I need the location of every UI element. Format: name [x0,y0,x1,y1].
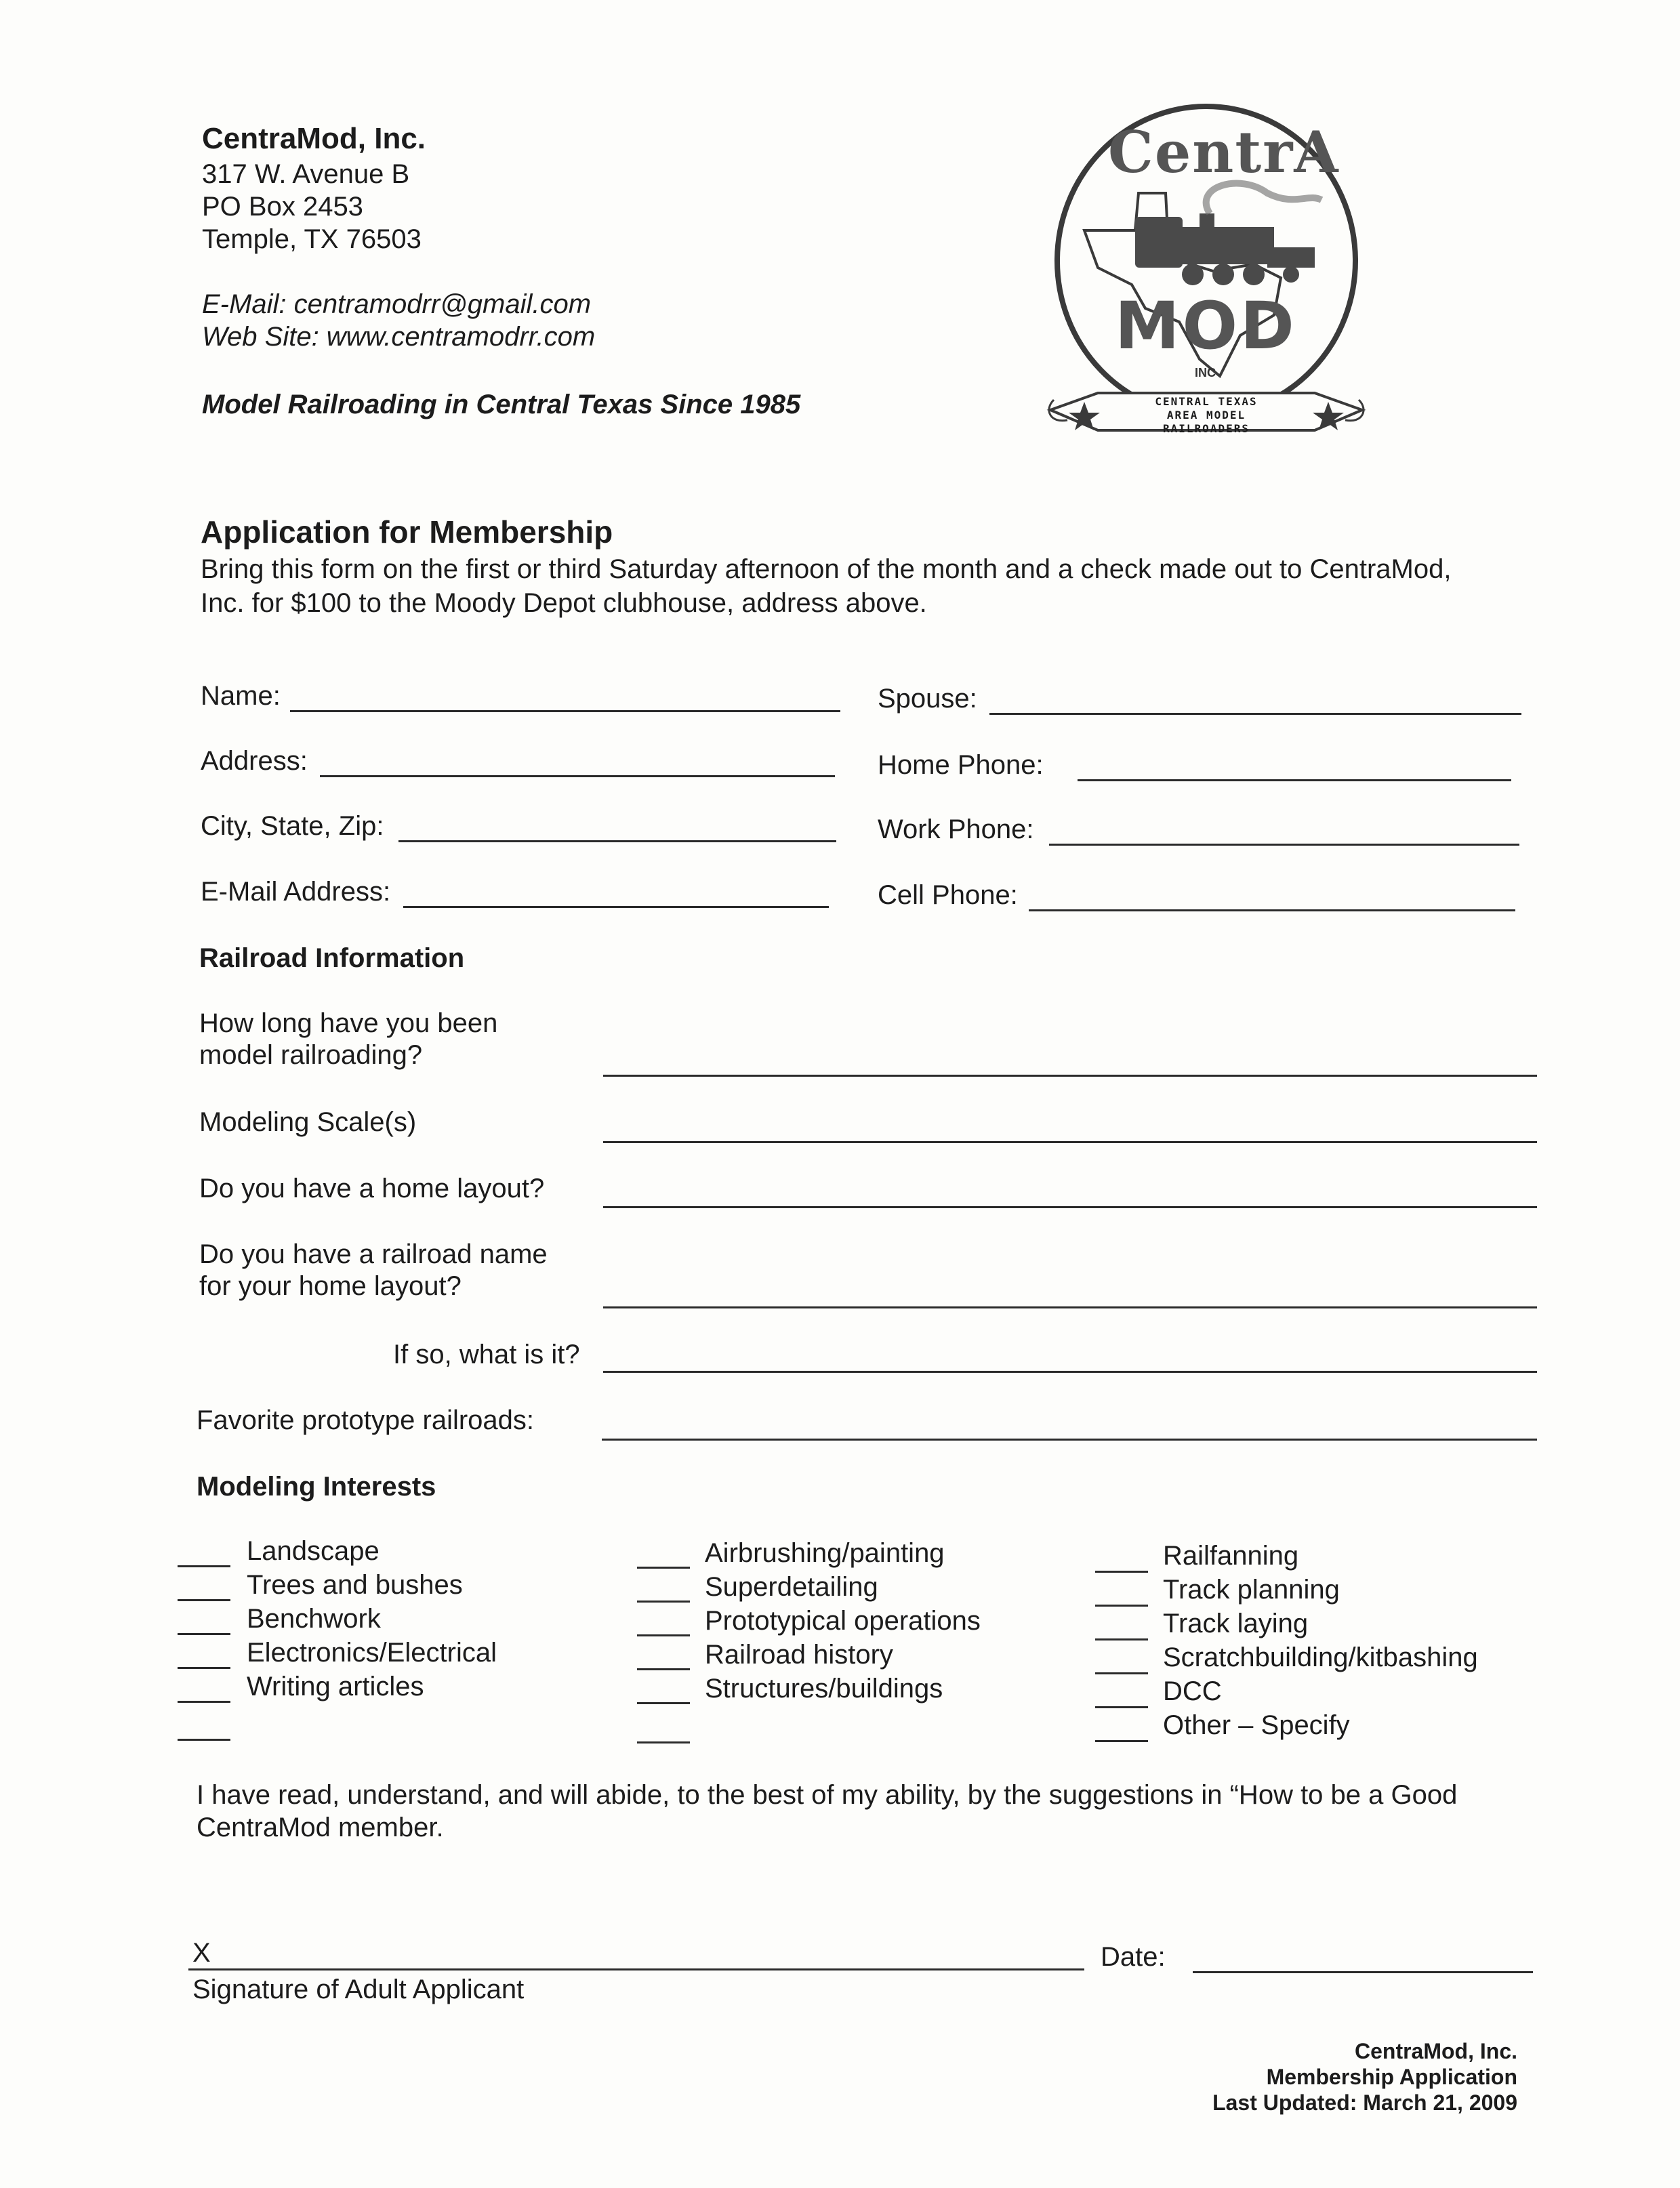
q-modeling-scale: Modeling Scale(s) [199,1107,417,1137]
interest-checkbox-airbrushing[interactable] [637,1567,690,1569]
interest-checkbox-scratchbuilding[interactable] [1095,1672,1148,1674]
interest-scratchbuilding: Scratchbuilding/kitbashing [1163,1643,1478,1672]
interest-checkbox-track-laying[interactable] [1095,1638,1148,1640]
name-label: Name: [201,681,281,711]
date-field[interactable] [1193,1971,1533,1973]
work-phone-label: Work Phone: [878,814,1034,844]
footer-company: CentraMod, Inc. [1354,2039,1517,2063]
home-layout-field[interactable] [603,1206,1537,1208]
contact-email: E-Mail: centramodrr@gmail.com [202,289,592,319]
interest-structures: Structures/buildings [705,1674,943,1704]
interest-airbrushing: Airbrushing/painting [705,1538,945,1568]
address-label: Address: [201,746,308,776]
signature-x-mark: X [192,1938,211,1968]
interest-checkbox-structures[interactable] [637,1702,690,1704]
interest-trees: Trees and bushes [247,1570,463,1600]
cell-phone-label: Cell Phone: [878,880,1018,910]
q-railroad-name-line-1: Do you have a railroad name [199,1239,548,1269]
q-home-layout: Do you have a home layout? [199,1174,545,1203]
interest-checkbox-col1-extra[interactable] [178,1739,230,1741]
interest-checkbox-superdetailing[interactable] [637,1601,690,1603]
how-long-field[interactable] [603,1075,1537,1077]
interest-electronics: Electronics/Electrical [247,1638,497,1668]
interest-checkbox-trees[interactable] [178,1599,230,1601]
home-phone-label: Home Phone: [878,750,1044,780]
if-so-what-field[interactable] [603,1371,1537,1373]
cell-phone-field[interactable] [1029,909,1515,911]
instructions-line-2: Inc. for $100 to the Moody Depot clubhouse, address above. [201,588,927,618]
interest-other: Other – Specify [1163,1710,1350,1740]
logo-inc: INC [1195,366,1216,379]
agreement-line-1: I have read, understand, and will abide, to the best of my ability, by the suggestions in “How to be a Good [197,1780,1458,1810]
interest-checkbox-other[interactable] [1095,1740,1148,1742]
name-field[interactable] [290,710,840,712]
q-railroad-name-line-2: for your home layout? [199,1271,462,1301]
email-label: E-Mail Address: [201,877,391,907]
spouse-label: Spouse: [878,684,977,714]
interest-landscape: Landscape [247,1536,380,1566]
logo-top-text: CentrA [1108,119,1340,186]
interest-checkbox-dcc[interactable] [1095,1706,1148,1708]
interest-checkbox-railroad-history[interactable] [637,1668,690,1670]
q-how-long-line-2: model railroading? [199,1040,423,1070]
interest-benchwork: Benchwork [247,1604,381,1634]
railroad-name-field[interactable] [603,1306,1537,1308]
modeling-interests-heading: Modeling Interests [197,1472,436,1502]
logo-bottom-text: MOD [1115,288,1297,364]
interest-checkbox-prototypical[interactable] [637,1634,690,1636]
logo-banner-line-1: CENTRAL TEXAS [1155,395,1258,408]
city-state-zip-field[interactable] [398,840,836,842]
home-phone-field[interactable] [1078,779,1511,781]
signature-field[interactable] [188,1968,1084,1970]
address-line-2: PO Box 2453 [202,192,363,222]
footer-document-name: Membership Application [1266,2065,1517,2089]
q-how-long-line-1: How long have you been [199,1008,498,1038]
contact-website: Web Site: www.centramodrr.com [202,322,596,352]
footer-last-updated: Last Updated: March 21, 2009 [1212,2090,1517,2115]
interest-prototypical: Prototypical operations [705,1606,981,1636]
interest-writing: Writing articles [247,1672,424,1701]
interest-checkbox-railfanning[interactable] [1095,1571,1148,1573]
interest-railroad-history: Railroad history [705,1640,893,1670]
modeling-scale-field[interactable] [603,1141,1537,1143]
address-line-3: Temple, TX 76503 [202,224,422,254]
interest-track-planning: Track planning [1163,1575,1340,1605]
interest-checkbox-track-planning[interactable] [1095,1605,1148,1607]
interest-superdetailing: Superdetailing [705,1572,878,1602]
agreement-line-2: CentraMod member. [197,1813,444,1842]
address-line-1: 317 W. Avenue B [202,159,410,189]
address-field[interactable] [320,775,835,777]
work-phone-field[interactable] [1049,844,1519,846]
interest-dcc: DCC [1163,1676,1222,1706]
q-favorite-prototype: Favorite prototype railroads: [197,1405,535,1435]
interest-checkbox-landscape[interactable] [178,1565,230,1567]
centramod-logo [1037,91,1376,471]
instructions-line-1: Bring this form on the first or third Saturday afternoon of the month and a check made out to CentraMod, [201,554,1452,584]
interest-checkbox-electronics[interactable] [178,1667,230,1669]
email-field[interactable] [403,906,829,908]
railroad-info-heading: Railroad Information [199,943,465,973]
interest-checkbox-benchwork[interactable] [178,1633,230,1635]
company-name: CentraMod, Inc. [202,122,426,155]
date-label: Date: [1101,1942,1166,1972]
interest-track-laying: Track laying [1163,1609,1309,1638]
spouse-field[interactable] [989,713,1521,715]
application-title: Application for Membership [201,514,613,550]
favorite-prototype-field[interactable] [602,1439,1537,1441]
logo-banner-line-2: AREA MODEL [1166,409,1246,421]
interest-railfanning: Railfanning [1163,1541,1299,1571]
logo-banner-line-3: RAILROADERS [1163,422,1250,435]
tagline: Model Railroading in Central Texas Since 1985 [202,390,801,419]
interest-checkbox-col2-extra[interactable] [637,1741,690,1743]
signature-label: Signature of Adult Applicant [192,1975,525,2004]
q-if-so-what: If so, what is it? [393,1340,580,1369]
city-state-zip-label: City, State, Zip: [201,811,384,841]
interest-checkbox-writing[interactable] [178,1701,230,1703]
